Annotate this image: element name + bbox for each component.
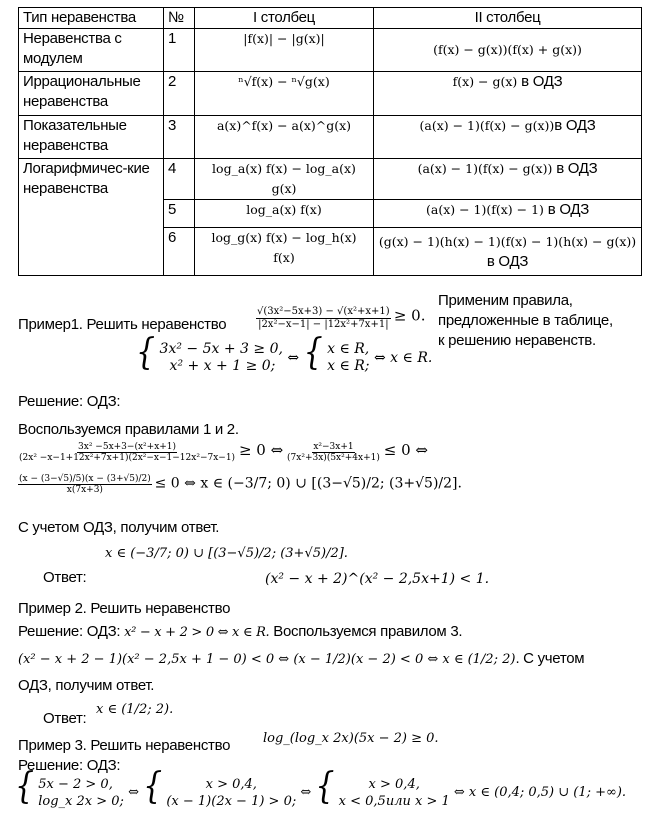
equivalence-icon: ⇔ [287,350,300,366]
header-col1: I столбец [195,8,374,29]
row-col2 [374,116,642,159]
step3 [18,474,462,496]
odz-formula: x² − x + 2 > 0 ⇔ x ∈ R. [124,625,270,640]
odz-note: . С учетом [515,650,585,667]
equivalence-icon: ⇔ [300,785,312,800]
header-col2: II столбец [374,8,642,29]
side-note-line: Применим правила, [438,292,573,309]
example2-inequality: (x² − x + 2)^(x² − 2,5x+1) < 1. [265,571,490,587]
row-num: 3 [164,116,195,159]
row-col2 [374,200,642,228]
row-num: 2 [164,72,195,116]
formula: (a(x) − 1)(f(x) − g(x)) [417,161,553,176]
side-note [438,291,641,351]
row-type: Логарифмичес-кие неравенства [19,159,164,276]
example2-step [18,650,584,667]
equivalence-icon: ⇔ [128,785,139,800]
system-line: (x − 1)(2x − 1) > 0; [166,793,297,809]
system-line: x > 0,4, [368,776,420,792]
answer-label: Ответ: [43,710,87,727]
answer-label: Ответ: [43,569,87,586]
row-col1 [195,200,374,228]
left-brace-icon: { [315,765,335,808]
left-brace-icon: { [15,765,35,808]
table-header-row [19,8,642,29]
formula: ⁿ√f(x) − ⁿ√g(x) [238,74,330,89]
table-row [19,72,642,116]
odz-suffix: в ОДЗ [552,160,598,177]
solution-label: Решение: ОДЗ: [18,393,121,410]
rules-used: Воспользуемся правилами 1 и 2. [18,421,239,438]
fraction-denominator: (7x²+3x)(5x²+4x+1) [287,453,380,463]
row-type: Неравенства с модулем [19,29,164,72]
row-num: 4 [164,159,195,200]
formula: (a(x) − 1)(f(x) − 1) [425,202,544,217]
formula: (a(x) − 1)(f(x) − g(x)) [419,118,555,133]
odz-system-line [136,331,433,375]
row-num: 6 [164,228,195,276]
relation: ≤ 0 ⇔ [383,441,428,459]
side-note-line: предложенные в таблице, [438,312,613,329]
odz-note: С учетом ОДЗ, получим ответ. [18,519,220,536]
row-num: 5 [164,200,195,228]
formula: |f(x)| − |g(x)| [243,31,325,46]
rules-table [18,7,642,276]
row-col2 [374,159,642,200]
formula: log_a(x) f(x) − log_a(x) g(x) [212,161,356,196]
odz-suffix: в ОДЗ [486,253,529,270]
fraction-numerator: (x − (3−√5)/5)(x − (3+√5)/2) [19,474,151,484]
formula: log_a(x) f(x) [246,202,322,217]
row-col1 [195,228,374,276]
row-type: Показательные неравенства [19,116,164,159]
left-brace-icon: { [143,765,163,808]
formula: f(x) − g(x) [452,74,518,89]
step1 [18,441,428,463]
row-col1 [195,72,374,116]
relation: ≥ 0 ⇔ [238,441,284,459]
example2-odz-line [18,623,462,640]
row-col1 [195,29,374,72]
formula: (f(x) − g(x))(f(x) + g(x)) [433,42,582,57]
formula: (g(x) − 1)(h(x) − 1)(f(x) − 1)(h(x) − g(x)) [378,234,637,249]
left-brace-icon: { [303,331,323,374]
system-line: 3x² − 5x + 3 ≥ 0, [159,341,283,357]
table-row [19,116,642,159]
formula: a(x)^f(x) − a(x)^g(x) [216,118,352,133]
odz-suffix: в ОДЗ [554,117,596,134]
example3-inequality: log_(log_x 2x)(5x − 2) ≥ 0. [263,731,439,746]
row-col2 [374,72,642,116]
system-line: 5x − 2 > 0, [38,776,113,792]
odz-final: ⇔ x ∈ R. [373,350,433,366]
fraction-numerator: √(3x²−5x+3) − √(x²+x+1) [257,306,390,317]
example1-answer: x ∈ (−3/7; 0) ∪ [(3−√5)/2; (3+√5)/2]. [105,546,348,561]
system-line: x > 0,4, [205,776,257,792]
example1-heading [18,316,226,333]
row-col1 [195,116,374,159]
row-col2 [374,29,642,72]
relation: ≤ 0 ⇔ x ∈ (−3/7; 0) ∪ [(3−√5)/2; (3+√5)/2]. [154,475,462,492]
fraction-numerator: x²−3x+1 [313,441,354,452]
row-num: 1 [164,29,195,72]
example2-answer: x ∈ (1/2; 2). [96,702,174,717]
example3-result: ⇔ x ∈ (0,4; 0,5) ∪ (1; +∞). [453,785,627,800]
example1-task: неравенство [141,316,227,333]
fraction-denominator: x(7x+3) [66,485,103,496]
fraction-denominator: (2x² −x−1+12x²+7x+1)(2x²−x−1−12x²−7x−1) [19,453,236,463]
side-note-line: к решению неравенств. [438,332,596,349]
odz-label: Решение: ОДЗ: [18,757,121,774]
system-line: x² + x + 1 ≥ 0; [169,358,276,374]
odz-label: Решение: ОДЗ: [18,623,121,640]
row-col1 [195,159,374,200]
system-line: log_x 2x > 0; [38,793,124,809]
example3-title: Пример 3. Решить неравенство [18,737,231,754]
example1-title: Пример1. Решить [18,316,138,333]
odz-note-2: ОДЗ, получим ответ. [18,677,155,694]
row-type: Иррациональные неравенства [19,72,164,116]
step-formula: (x² − x + 2 − 1)(x² − 2,5x + 1 − 0) < 0 ⇔ (x − 1/2)(x − 2) < 0 ⇔ x ∈ (1/2; 2) [18,652,516,667]
system-line: x < 0,5или x > 1 [338,793,450,809]
example1-inequality [256,306,425,330]
formula: log_g(x) f(x) − log_h(x) f(x) [211,230,357,265]
odz-suffix: в ОДЗ [543,201,589,218]
odz-suffix: в ОДЗ [517,73,563,90]
header-num: № [164,8,195,29]
left-brace-icon: { [136,331,156,374]
fraction-numerator: 3x² −5x+3−(x²+x+1) [78,441,177,452]
table-row [19,159,642,200]
example2-title: Пример 2. Решить неравенство [18,600,231,617]
row-col2 [374,228,642,276]
header-type: Тип неравенства [19,8,164,29]
relation: ≥ 0. [393,306,426,325]
fraction-denominator: |2x²−x−1| − |12x²+7x+1| [258,318,389,330]
system-line: x ∈ R; [327,358,370,374]
system-line: x ∈ R, [327,341,370,357]
rule-used: Воспользуемся правилом 3. [273,623,463,640]
table-row [19,29,642,72]
